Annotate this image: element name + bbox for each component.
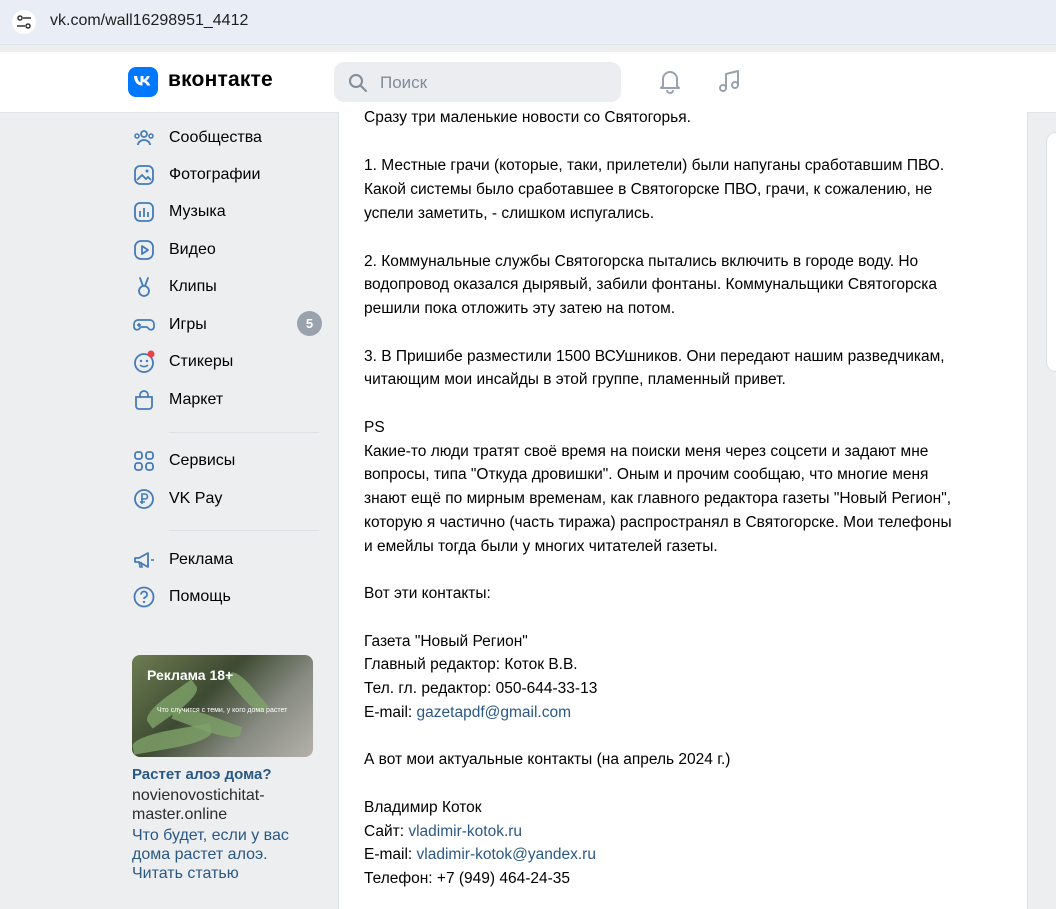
megaphone-icon xyxy=(132,548,156,572)
sidebar-item-help[interactable] xyxy=(128,580,324,614)
post-text-line: Главный редактор: Коток В.В. xyxy=(364,656,578,673)
post-text-line: вопросы, типа "Откуда дровишки". Оным и прочим сообщаю, что многие меня xyxy=(364,466,929,483)
ad-description[interactable]: Что будет, если у вас дома растет алоэ. Читать статью xyxy=(132,827,289,882)
sidebar-item-games[interactable] xyxy=(128,308,324,342)
post-text-line: решили пока отложить эту затею на потом. xyxy=(364,300,676,317)
help-icon xyxy=(132,585,156,609)
sidebar-item-label: Видео xyxy=(169,241,216,258)
post-text-line: 3. В Пришибе разместили 1500 ВСУшников. Они передают нашим разведчикам, xyxy=(364,348,945,365)
music-player-icon[interactable] xyxy=(715,66,745,96)
sidebar-item-ads[interactable] xyxy=(128,543,324,577)
bell-icon[interactable] xyxy=(655,66,685,96)
sidebar-item-photos[interactable] xyxy=(128,158,324,192)
sidebar-item-label: Игры xyxy=(169,316,207,333)
post-text-line: PS xyxy=(364,419,385,436)
post-text-line: Какой системы было сработавшее в Святогорске ПВО, грачи, к сожалению, не xyxy=(364,181,933,198)
ad-image-caption: Что случится с теми, у кого дома растет xyxy=(157,707,288,714)
post-text-line: Сразу три маленькие новости со Святогорья. xyxy=(364,109,691,126)
brand-name[interactable]: вконтакте xyxy=(168,68,273,91)
email-label: E-mail: xyxy=(364,704,417,721)
right-panel-card xyxy=(1046,132,1056,372)
sidebar-item-label: Стикеры xyxy=(169,353,234,370)
ad-domain[interactable]: novienovostichitat-master.online xyxy=(132,787,265,823)
post-text-line: читающим мои инсайды в этой группе, пламенный привет. xyxy=(364,371,786,388)
post-text-line: Тел. гл. редактор: 050-644-33-13 xyxy=(364,680,598,697)
sidebar-item-vkpay[interactable] xyxy=(128,482,324,516)
ad-age-badge: Реклама 18+ xyxy=(147,667,234,683)
post-text-line: Газета "Новый Регион" xyxy=(364,633,528,650)
ad-title[interactable]: Растет алоэ дома? xyxy=(132,766,272,783)
post-text-line: 2. Коммунальные службы Святогорска пытались включить в городе воду. Но xyxy=(364,253,919,270)
services-icon xyxy=(132,449,156,473)
post-text-line: Какие-то люди тратят своё время на поиски меня через соцсети и задают мне xyxy=(364,443,929,460)
sidebar-item-services[interactable] xyxy=(128,444,324,478)
communities-icon xyxy=(132,126,156,150)
sidebar-item-label: Сообщества xyxy=(169,129,262,146)
post-text-line: водопровод оказался дырявый, забили фонтаны. Коммунальщики Святогорска xyxy=(364,276,938,293)
search-box[interactable] xyxy=(334,62,621,102)
sidebar-item-label: Помощь xyxy=(169,588,231,605)
email-link[interactable]: vladimir-kotok@yandex.ru xyxy=(416,846,596,863)
post-text-line: успели заметить, - слишком испугались. xyxy=(364,205,655,222)
post-site-line xyxy=(364,823,522,841)
post-text-line: Вот эти контакты: xyxy=(364,585,491,602)
clips-icon xyxy=(132,275,156,299)
sidebar-item-stickers[interactable] xyxy=(128,345,324,379)
games-icon xyxy=(132,313,156,337)
photos-icon xyxy=(132,163,156,187)
sidebar-item-label: Клипы xyxy=(169,278,217,295)
aloe-leaf xyxy=(132,723,213,755)
search-icon xyxy=(348,73,368,93)
browser-address-bar xyxy=(0,0,1056,45)
sidebar-divider xyxy=(169,432,319,433)
sidebar-item-market[interactable] xyxy=(128,383,324,417)
sidebar-item-communities[interactable] xyxy=(128,121,324,155)
search-input[interactable] xyxy=(378,70,612,96)
post-email-line xyxy=(364,846,596,864)
vkpay-icon xyxy=(132,487,156,511)
sidebar-item-label: VK Pay xyxy=(169,490,223,507)
market-icon xyxy=(132,388,156,412)
site-link[interactable]: vladimir-kotok.ru xyxy=(408,823,523,840)
post-text-line: которую я частично (часть тиража) распространял в Святогорске. Мои телефоны xyxy=(364,514,952,531)
site-label: Сайт: xyxy=(364,823,409,840)
post-email-line xyxy=(364,704,571,722)
sidebar-item-label: Маркет xyxy=(169,391,224,408)
post-text-line: знают ещё по мирным временам, как главного редактора газеты "Новый Регион", xyxy=(364,490,952,507)
wall-post xyxy=(338,109,1028,909)
url-text[interactable]: vk.com/wall16298951_4412 xyxy=(50,12,249,29)
sidebar-item-music[interactable] xyxy=(128,195,324,229)
sidebar-item-label: Реклама xyxy=(169,551,234,568)
post-text-line: А вот мои актуальные контакты (на апрель 2024 г.) xyxy=(364,751,731,768)
sidebar-item-video[interactable] xyxy=(128,233,324,267)
email-link[interactable]: gazetapdf@gmail.com xyxy=(416,704,571,721)
sidebar-item-label: Фотографии xyxy=(169,166,261,183)
video-icon xyxy=(132,238,156,262)
games-count-badge: 5 xyxy=(297,311,322,336)
email-label: E-mail: xyxy=(364,846,417,863)
ad-image[interactable] xyxy=(132,655,313,757)
sidebar-item-label: Сервисы xyxy=(169,452,236,469)
post-text-line: и емейлы тогда были у многих читателей газеты. xyxy=(364,538,718,555)
post-text-line: Телефон: +7 (949) 464-24-35 xyxy=(364,870,571,887)
site-settings-icon[interactable] xyxy=(12,10,36,34)
vk-logo-icon[interactable] xyxy=(128,67,158,97)
sidebar-item-label: Музыка xyxy=(169,203,226,220)
music-icon xyxy=(132,200,156,224)
sidebar-divider xyxy=(169,530,319,531)
post-text-line: Владимир Коток xyxy=(364,799,482,816)
sidebar-item-clips[interactable] xyxy=(128,270,324,304)
post-text-line: 1. Местные грачи (которые, таки, прилетели) были напуганы сработавшим ПВО. xyxy=(364,157,945,174)
stickers-icon xyxy=(132,350,156,374)
